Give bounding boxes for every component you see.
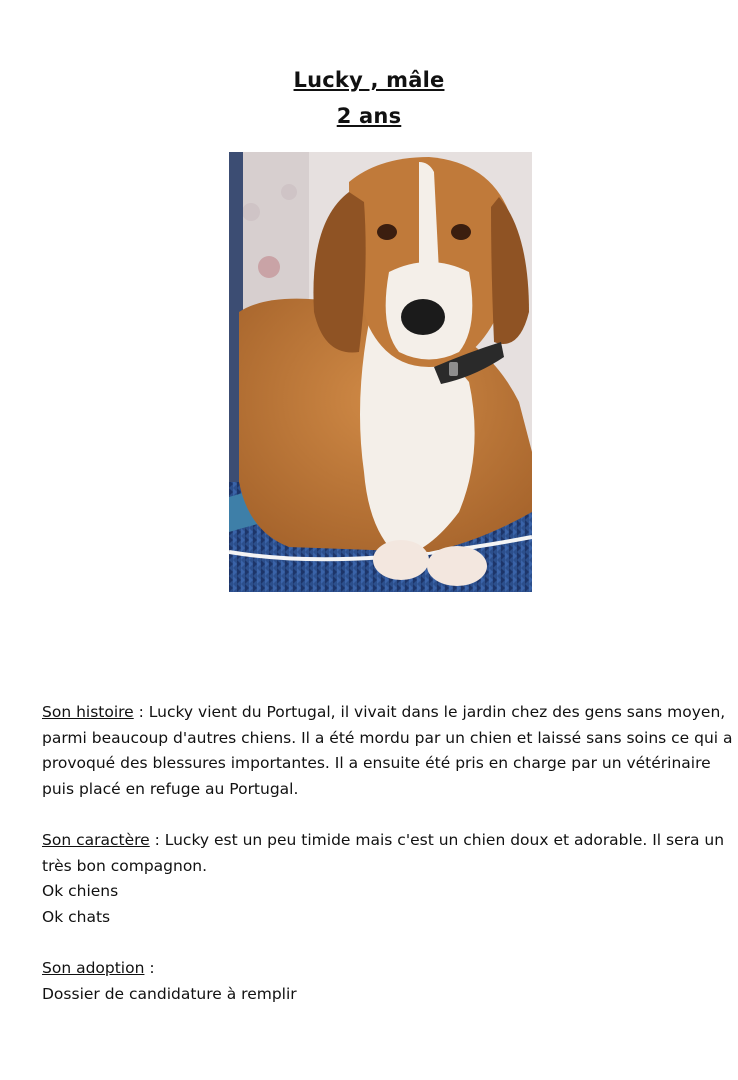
histoire-line-3: provoqué des blessures importantes. Il a ensuite été pris en charge par un vétérinaire: [42, 754, 711, 773]
section-adoption: [42, 956, 712, 1007]
caractere-line-1: [42, 828, 725, 854]
caractere-text: Lucky est un peu timide mais c'est un chien doux et adorable. Il sera un: [164, 830, 725, 849]
caractere-label: Son caractère: [42, 830, 150, 849]
histoire-label: Son histoire: [42, 703, 134, 721]
caractere-sep: :: [149, 830, 165, 849]
adoption-label: Son adoption: [42, 958, 145, 977]
histoire-line-4: puis placé en refuge au Portugal.: [42, 779, 299, 798]
adoption-sep: :: [144, 958, 155, 977]
histoire-sep: :: [133, 703, 149, 721]
dog-age-title: 2 ans: [336, 104, 402, 128]
dog-photo: [229, 152, 532, 592]
caractere-line-3: Ok chiens: [42, 882, 119, 901]
section-histoire: [42, 700, 733, 802]
caractere-line-4: Ok chats: [42, 907, 111, 926]
caractere-line-2: très bon compagnon.: [42, 856, 208, 875]
histoire-line-2: parmi beaucoup d'autres chiens. Il a été mordu par un chien et laissé sans soins ce qui a: [42, 728, 733, 747]
description: [42, 700, 733, 1033]
adoption-line-2: Dossier de candidature à remplir: [42, 984, 297, 1003]
section-caractere: [42, 828, 725, 930]
histoire-line-1: [42, 700, 726, 726]
adoption-line-1: [42, 956, 712, 982]
dog-name-title: Lucky , mâle: [293, 68, 445, 92]
histoire-text: Lucky vient du Portugal, il vivait dans le jardin chez des gens sans moyen,: [148, 703, 726, 721]
